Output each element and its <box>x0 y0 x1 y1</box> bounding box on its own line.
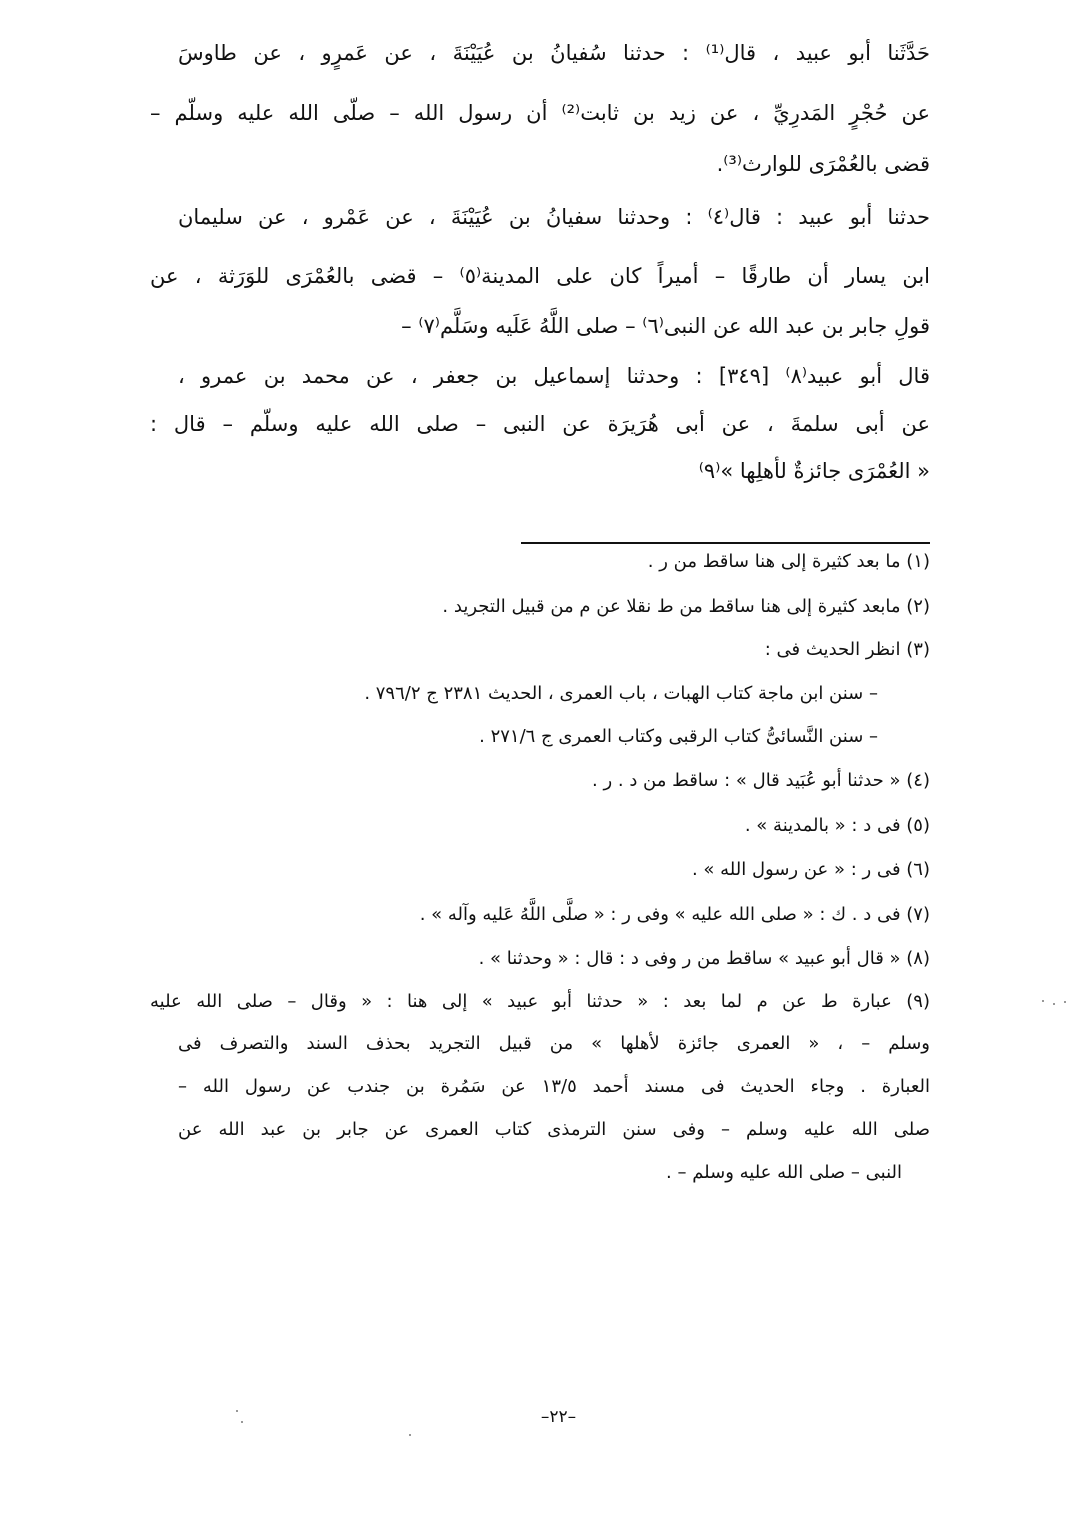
footnote-line: – سنن النَّسائىُّ كتاب الرقبى وكتاب العمرى ج ٢٧١/٦ . <box>479 726 878 747</box>
main-text-line: ابن يسار أن طارقًا – أميراً كان على المدينة⁽٥⁾ – قضى بالعُمْرَى للوَرَثة ، عن <box>150 264 930 288</box>
footnote-separator <box>521 542 930 544</box>
footnote-line: (٦) فى ر : « عن رسول الله » . <box>691 859 930 880</box>
footnote-line: (١) ما بعد كثيرة إلى هنا ساقط من ر . <box>647 551 930 572</box>
footnote-line: (٣) انظر الحديث فى : <box>764 639 930 660</box>
footnote-line: (٤) « حدثنا أبو عُبَيد قال » : ساقط من د . ر . <box>592 770 930 791</box>
footnote-line: النبى – صلى الله عليه وسلم – . <box>666 1162 902 1183</box>
footnote-line: وسلم – ، « العمرى جائزة لأهلها » من قبيل التجريد بحذف السند والتصرف فى <box>178 1033 930 1054</box>
main-text-line: قولِ جابر بن عبد الله عن النبى⁽٦⁾ – صلى اللَّهُ عَلَيه وسَلَّم⁽٧⁾ – <box>401 314 930 338</box>
footnote-line: (٢) مابعد كثيرة إلى هنا ساقط من ط نقلا عن م من قبيل التجريد . <box>442 596 930 617</box>
main-text-line: قال أبو عبيد⁽٨⁾ [٣٤٩] : وحدثنا إسماعيل بن جعفر ، عن محمد بن عمرو ، <box>178 364 930 388</box>
main-text-line: « العُمْرَى جائزةٌ لأهلِها »⁽٩⁾ <box>698 459 930 483</box>
main-text-line: عن حُجْرٍ المَدرِيِّ ، عن زيد بن ثابت⁽²⁾ أن رسول الله – صلّى الله عليه وسلّم – <box>150 101 930 125</box>
footnote-line: (٧) فى د . ك : « صلى الله عليه » وفى ر : « صلَّى اللَّهُ عَليه وآله » . <box>419 904 930 925</box>
main-text-line: عن أبى سلمةَ ، عن أبى هُرَيرَة عن النبى – صلى الله عليه وسلّم – قال : <box>150 412 930 436</box>
main-text-line: قضى بالعُمْرَى للوارث⁽³⁾. <box>716 152 930 176</box>
scan-speck <box>1064 1001 1066 1003</box>
scan-speck <box>241 1421 243 1423</box>
footnote-line: (٨) « قال أبو عبيد » ساقط من ر وفى د : قال : « وحدثنا » . <box>478 948 930 969</box>
footnote-line: – سنن ابن ماجة كتاب الهبات ، باب العمرى ، الحديث ٢٣٨١ ج ٧٩٦/٢ . <box>364 683 878 704</box>
main-text-line: حَدَّثَنا أبو عبيد ، قال⁽¹⁾ : حدثنا سُفيانُ بن عُيَيْنَةَ ، عن عَمرٍو ، عن طاوسَ <box>178 41 930 65</box>
footnote-line: صلى الله عليه وسلم – وفى سنن الترمذى كتاب العمرى عن جابر بن عبد الله عن <box>178 1119 930 1140</box>
scan-speck <box>1042 1000 1044 1002</box>
scan-speck <box>236 1410 238 1412</box>
footnote-line: العبارة . وجاء الحديث فى مسند أحمد ١٣/٥ عن سَمُرة بن جندب عن رسول الله – <box>178 1076 930 1097</box>
scan-speck <box>1053 1003 1055 1005</box>
footnote-line: (٥) فى د : « بالمدينة » . <box>744 815 930 836</box>
scan-speck <box>409 1434 411 1436</box>
footnote-line: (٩) عبارة ط عن م لما بعد : « حدثنا أبو عبيد » إلى هنا : « وقال – صلى الله عليه <box>150 991 930 1012</box>
page-number: –٢٢– <box>540 1407 577 1427</box>
main-text-line: حدثنا أبو عبيد : قال⁽٤⁾ : وحدثنا سفيانُ بن عُيَيْنَةَ ، عن عَمْرو ، عن سليمان <box>178 205 931 229</box>
